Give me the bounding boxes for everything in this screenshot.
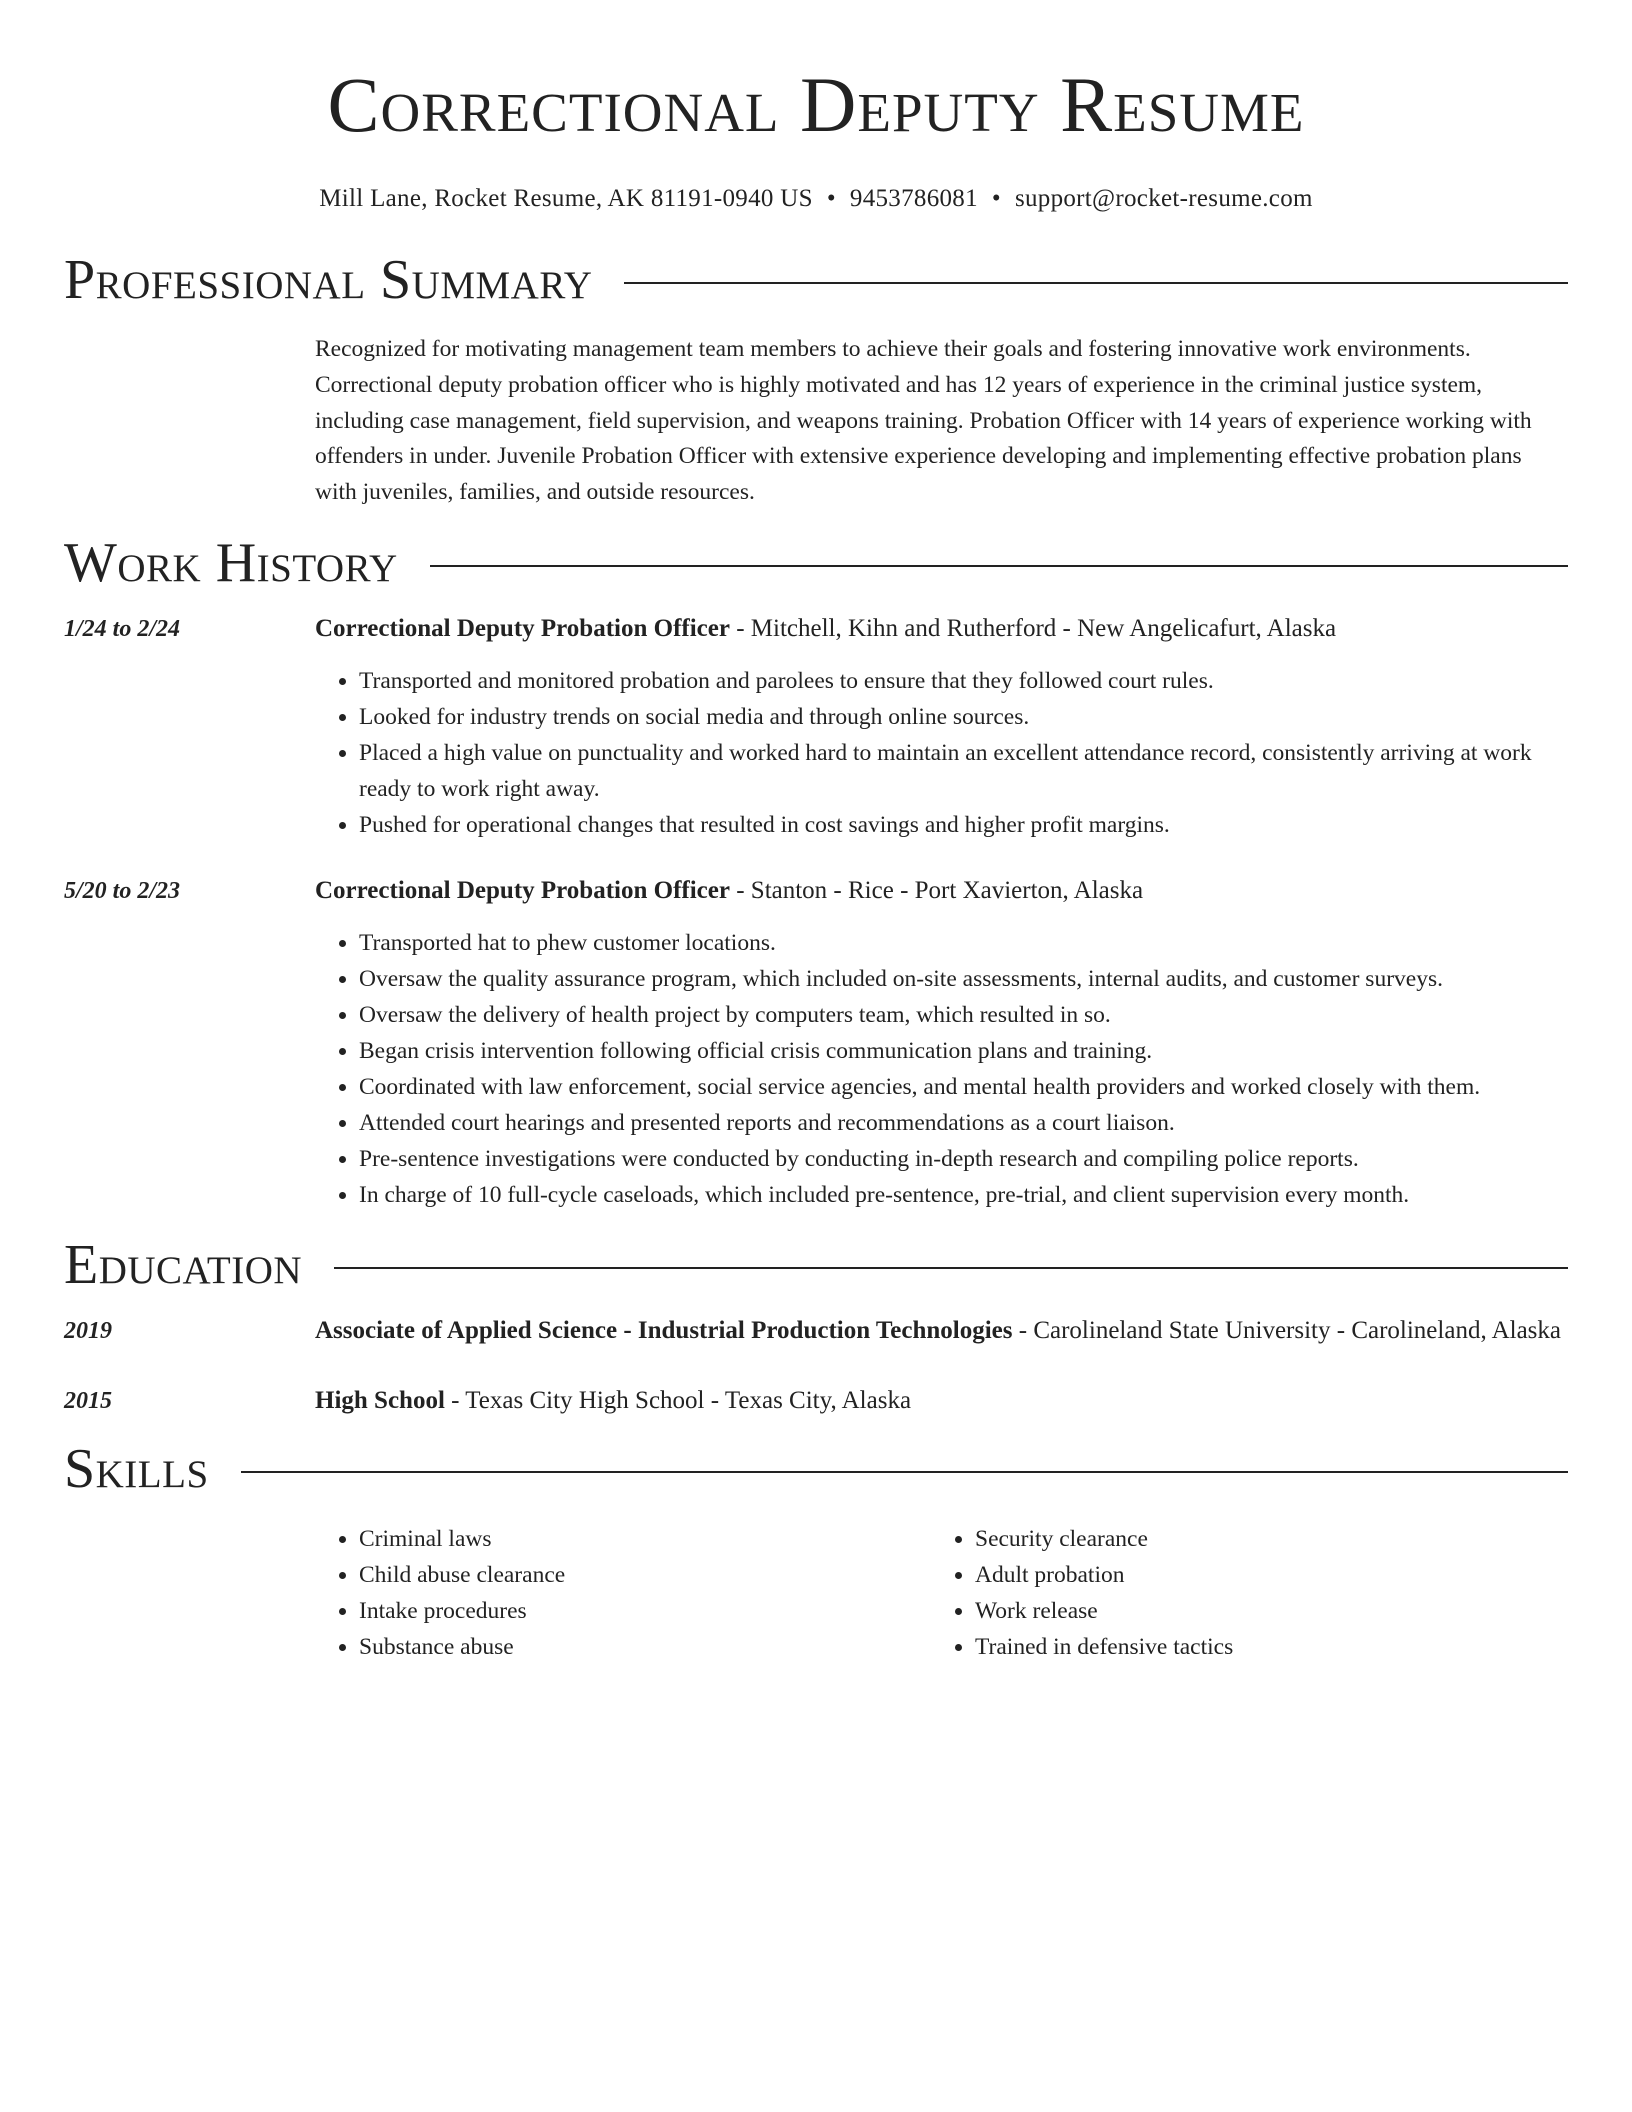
education-entry [64, 1381, 1568, 1421]
job-entry [64, 871, 1568, 1213]
skills-column-right [931, 1521, 1547, 1665]
education-school: - Carolineland State University - Carolineland, Alaska [1012, 1316, 1561, 1344]
section-divider [624, 282, 1568, 284]
education-heading-row [64, 1235, 1568, 1295]
skill-item: • Work release [975, 1593, 1547, 1629]
education-year: 2019 [64, 1317, 112, 1344]
education-school: - Texas City High School - Texas City, Alaska [444, 1386, 912, 1414]
contact-phone: 9453786081 [849, 185, 978, 212]
education-year: 2015 [64, 1387, 112, 1414]
job-title: Correctional Deputy Probation Officer [315, 614, 730, 642]
job-bullet: • Oversaw the quality assurance program, which included on-site assessments, internal audits, and customer surveys. [359, 961, 1568, 997]
work-history-heading-row [64, 533, 1568, 593]
work-history-heading: Work History [64, 531, 398, 594]
contact-address: Mill Lane, Rocket Resume, AK 81191-0940 US [319, 185, 813, 212]
education-section [64, 1235, 1568, 1421]
education-heading: Education [64, 1233, 303, 1296]
job-bullet: • Pushed for operational changes that resulted in cost savings and higher profit margins. [359, 807, 1568, 843]
job-bullet: • Oversaw the delivery of health project by computers team, which resulted in so. [359, 997, 1568, 1033]
skill-item: • Child abuse clearance [359, 1557, 931, 1593]
job-bullet: • Placed a high value on punctuality and worked hard to maintain an excellent attendance record, consistently arriving at work ready to work right away. [359, 735, 1568, 807]
job-bullet: • Coordinated with law enforcement, social service agencies, and mental health providers and worked closely with them. [359, 1069, 1568, 1105]
skills-heading: Skills [64, 1437, 209, 1500]
skill-item: • Criminal laws [359, 1521, 931, 1557]
job-dates: 1/24 to 2/24 [64, 615, 181, 642]
job-bullets [315, 925, 1568, 1213]
job-bullet: • Began crisis intervention following official crisis communication plans and training. [359, 1033, 1568, 1069]
education-entry [64, 1311, 1568, 1351]
job-body [315, 871, 1568, 1213]
job-bullet: • Transported hat to phew customer locations. [359, 925, 1568, 961]
summary-text: Recognized for motivating management team members to achieve their goals and fostering innovative work environments. Correctional deputy probation officer who is highly motivated and has 12 years of experience in the criminal justice system, including case management, field supervision, and weapons training. Probation Officer with 14 years of experience working with offenders in under. Juvenile Probation Officer with extensive experience developing and implementing effective probation plans with juveniles, families, and outside resources. [315, 336, 1532, 506]
job-bullet: • Looked for industry trends on social media and through online sources. [359, 699, 1568, 735]
skills-column-left [315, 1521, 931, 1665]
job-title: Correctional Deputy Probation Officer [315, 876, 730, 904]
education-degree: Associate of Applied Science - Industrial Production Technologies [315, 1316, 1013, 1344]
section-divider [430, 565, 1568, 567]
job-bullet: • Pre-sentence investigations were conducted by conducting in-depth research and compiling police reports. [359, 1141, 1568, 1177]
skill-item: • Intake procedures [359, 1593, 931, 1629]
job-bullet: • In charge of 10 full-cycle caseloads, which included pre-sentence, pre-trial, and client supervision every month. [359, 1177, 1568, 1213]
job-body [315, 609, 1568, 843]
job-headline [315, 609, 1568, 649]
section-divider [241, 1471, 1568, 1473]
summary-section [64, 250, 1568, 511]
skill-item: • Adult probation [975, 1557, 1547, 1593]
job-bullet: • Attended court hearings and presented reports and recommendations as a court liaison. [359, 1105, 1568, 1141]
contact-line [64, 182, 1568, 216]
education-degree: High School [315, 1386, 445, 1414]
contact-separator: • [991, 185, 1001, 212]
skill-item: • Security clearance [975, 1521, 1547, 1557]
skills-list [315, 1521, 1568, 1665]
resume-title: Correctional Deputy Resume [327, 61, 1305, 148]
section-divider [334, 1267, 1568, 1269]
job-bullets [315, 663, 1568, 843]
skills-heading-row [64, 1439, 1568, 1499]
skill-item: • Substance abuse [359, 1629, 931, 1665]
contact-separator: • [826, 185, 836, 212]
job-employer: - Mitchell, Kihn and Rutherford - New Angelicafurt, Alaska [729, 614, 1337, 642]
job-bullet: • Transported and monitored probation and parolees to ensure that they followed court rules. [359, 663, 1568, 699]
work-history-section [64, 533, 1568, 1213]
skills-section [64, 1439, 1568, 1665]
job-entry [64, 609, 1568, 843]
contact-email: support@rocket-resume.com [1014, 185, 1313, 212]
resume-page [64, 0, 1568, 1665]
education-details [315, 1311, 1568, 1351]
skill-item: • Trained in defensive tactics [975, 1629, 1547, 1665]
summary-heading: Professional Summary [64, 249, 593, 311]
job-employer: - Stanton - Rice - Port Xavierton, Alaska [729, 876, 1144, 904]
summary-heading-row [64, 250, 1568, 310]
job-headline [315, 871, 1568, 911]
job-dates: 5/20 to 2/23 [64, 877, 181, 904]
education-details [315, 1381, 1568, 1421]
